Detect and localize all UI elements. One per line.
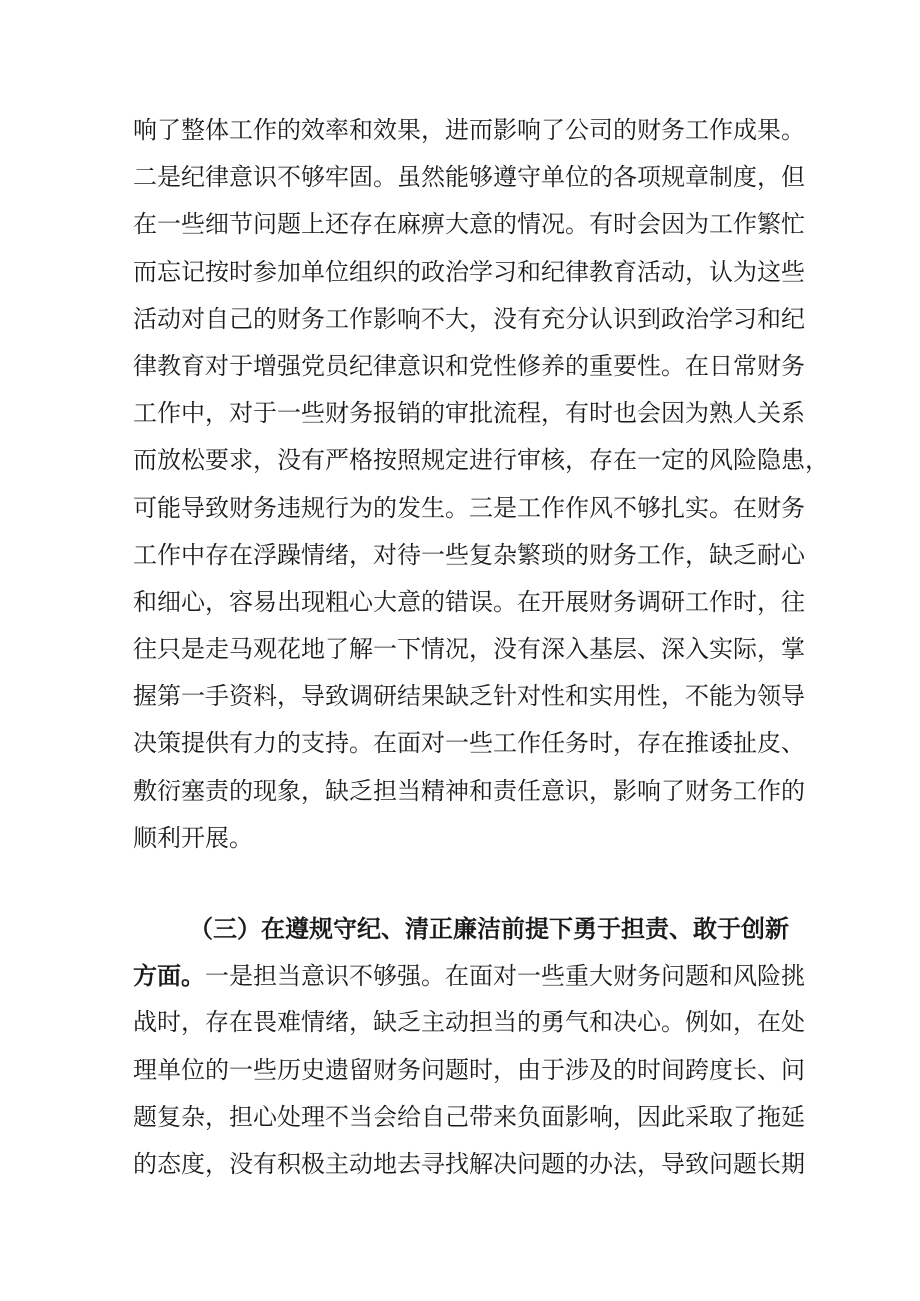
text-line: 顺利开展。 xyxy=(133,823,253,852)
text-line: 敷衍塞责的现象，缺乏担当精神和责任意识，影响了财务工作的 xyxy=(133,776,805,805)
text-line: 而忘记按时参加单位组织的政治学习和纪律教育活动，认为这些 xyxy=(133,257,805,286)
text-line-rest: 一是担当意识不够强。在面对一些重大财务问题和风险挑 xyxy=(205,962,805,991)
text-line: 握第一手资料，导致调研结果缺乏针对性和实用性，不能为领导 xyxy=(133,682,805,711)
text-line: 战时，存在畏难情绪，缺乏主动担当的勇气和决心。例如，在处 xyxy=(133,1008,805,1037)
paragraph-discipline-and-work-style xyxy=(133,107,829,862)
text-line: 决策提供有力的支持。在面对一些工作任务时，存在推诿扯皮、 xyxy=(133,729,805,758)
text-line: 响了整体工作的效率和效果，进而影响了公司的财务工作成果。 xyxy=(133,116,805,144)
text-line: 可能导致财务违规行为的发生。三是工作作风不够扎实。在财务 xyxy=(133,493,805,522)
section-heading: （三）在遵规守纪、清正廉洁前提下勇于担责、敢于创新 xyxy=(189,914,789,943)
section-heading-tail: 方面。 xyxy=(133,961,205,991)
text-line: 律教育对于增强党员纪律意识和党性修养的重要性。在日常财务 xyxy=(133,351,805,380)
text-line: 工作中存在浮躁情绪，对待一些复杂繁琐的财务工作，缺乏耐心 xyxy=(133,540,805,569)
text-line: 理单位的一些历史遗留财务问题时，由于涉及的时间跨度长、问 xyxy=(133,1055,805,1084)
text-line: 往只是走马观花地了解一下情况，没有深入基层、深入实际，掌 xyxy=(133,635,805,664)
text-line xyxy=(133,952,805,999)
text-line: 的态度，没有积极主动地去寻找解决问题的办法，导致问题长期 xyxy=(133,1149,805,1178)
text-line: 活动对自己的财务工作影响不大，没有充分认识到政治学习和纪 xyxy=(133,304,805,333)
text-line: 在一些细节问题上还存在麻痹大意的情况。有时会因为工作繁忙 xyxy=(133,210,805,239)
text-line: 题复杂，担心处理不当会给自己带来负面影响，因此采取了拖延 xyxy=(133,1102,805,1131)
text-line: 而放松要求，没有严格按照规定进行审核，存在一定的风险隐患， xyxy=(133,446,829,475)
text-line: 二是纪律意识不够牢固。虽然能够遵守单位的各项规章制度，但 xyxy=(133,163,805,192)
paragraph-section-three xyxy=(133,905,805,1188)
text-line: 和细心，容易出现粗心大意的错误。在开展财务调研工作时，往 xyxy=(133,587,805,616)
text-line: 工作中，对于一些财务报销的审批流程，有时也会因为熟人关系 xyxy=(133,399,805,428)
